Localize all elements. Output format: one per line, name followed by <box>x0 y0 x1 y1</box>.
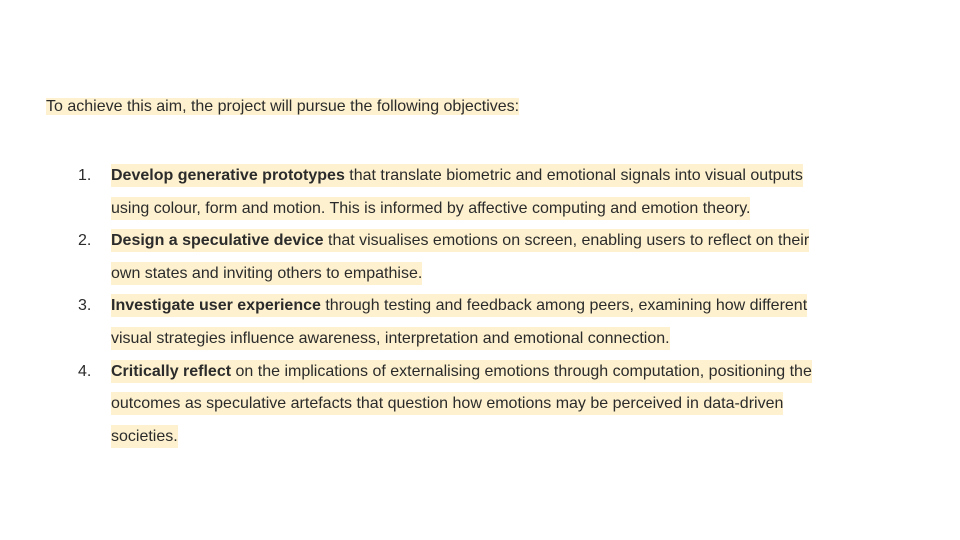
objective-text: through testing and feedback among peers, examining how different <box>320 297 808 315</box>
objective-number: 1. <box>78 167 92 184</box>
intro-paragraph <box>46 96 519 118</box>
objective-item <box>0 290 960 355</box>
objective-line <box>111 290 960 323</box>
objective-text: on the implications of externalising emotions through computation, positioning the <box>231 362 812 380</box>
intro-text: To achieve this aim, the project will pursue the following objectives: <box>46 98 520 115</box>
objective-item <box>0 356 960 454</box>
objective-number: 4. <box>78 362 92 380</box>
objective-text: that translate biometric and emotional signals into visual outputs <box>344 167 803 184</box>
objective-text: using colour, form and motion. This is informed by affective computing and emotion theory. <box>111 197 750 220</box>
objective-number: 3. <box>78 297 92 315</box>
objective-item <box>0 225 960 290</box>
objectives-list <box>0 160 960 453</box>
objective-item <box>0 160 960 225</box>
objective-line <box>111 258 960 291</box>
objective-text: societies. <box>111 425 178 448</box>
objective-line <box>111 323 960 356</box>
objective-line <box>111 225 960 258</box>
objective-bold-lead: Investigate user experience <box>111 297 321 315</box>
objective-number: 2. <box>78 232 92 250</box>
objective-line <box>111 388 960 421</box>
objective-line <box>111 160 960 193</box>
objective-text: outcomes as speculative artefacts that question how emotions may be perceived in data-driven <box>111 392 783 415</box>
objective-bold-lead: Design a speculative device <box>111 232 324 250</box>
objective-line <box>111 193 960 226</box>
objective-line <box>111 356 960 389</box>
objective-line <box>111 421 960 454</box>
objective-bold-lead: Critically reflect <box>111 362 232 380</box>
objective-text: own states and inviting others to empathise. <box>111 262 422 285</box>
objective-bold-lead: Develop generative prototypes <box>111 167 345 184</box>
objective-text: visual strategies influence awareness, interpretation and emotional connection. <box>111 327 670 350</box>
objective-text: that visualises emotions on screen, enabling users to reflect on their <box>323 232 810 250</box>
